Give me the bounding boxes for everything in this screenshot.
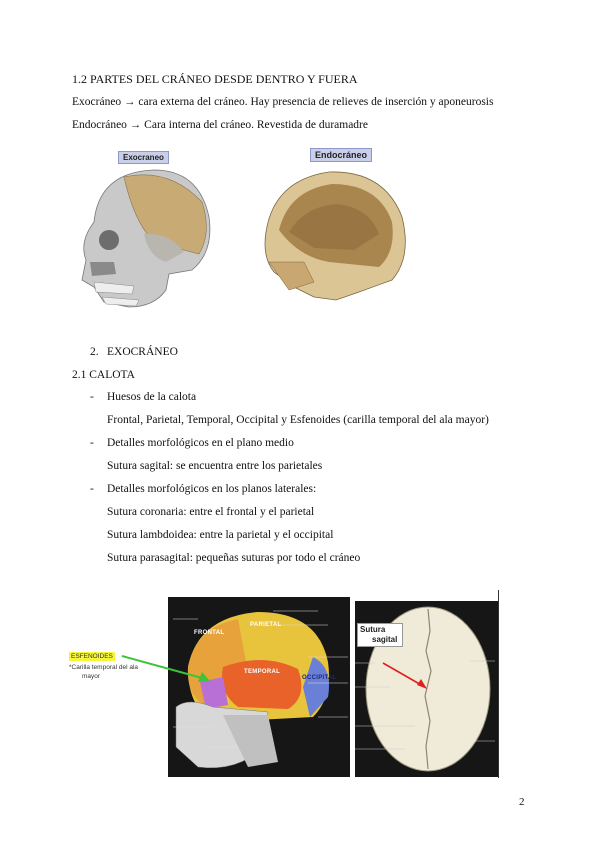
list-item-planos-laterales: Detalles morfológicos en los planos laterales: — [107, 483, 317, 495]
list-detail-sutura-lambdoidea: Sutura lambdoidea: entre la parietal y el occipital — [107, 529, 334, 541]
section-2-title: EXOCRÁNEO — [107, 346, 178, 358]
figure-border-line — [498, 590, 499, 778]
skull-figure-1 — [74, 148, 414, 313]
bullet-dash: - — [90, 437, 94, 449]
sutura-word: Sutura — [360, 625, 386, 634]
bullet-dash: - — [90, 483, 94, 495]
esfenoides-arrow-icon — [120, 650, 215, 690]
parietal-label: PARIETAL — [250, 622, 282, 628]
bullet-dash: - — [90, 391, 94, 403]
sagital-word: sagital — [372, 635, 398, 644]
esfenoides-label: ESFENOIDES — [71, 653, 113, 660]
list-item-plano-medio: Detalles morfológicos en el plano medio — [107, 437, 294, 449]
section-2-number: 2. — [90, 346, 99, 358]
list-detail-huesos: Frontal, Parietal, Temporal, Occipital y Esfenoides (carilla temporal del ala mayor) — [107, 414, 489, 426]
exocraneo-definition: Exocráneo → cara externa del cráneo. Hay presencia de relieves de inserción y aponeurosis — [72, 96, 494, 108]
esfenoides-note-line-1: *Carilla temporal del ala — [69, 664, 139, 671]
frontal-label: FRONTAL — [194, 630, 225, 636]
endocraneo-definition: Endocráneo → Cara interna del cráneo. Revestida de duramadre — [72, 119, 368, 131]
page-number: 2 — [519, 796, 525, 808]
skull-illustrations — [74, 162, 414, 312]
temporal-label: TEMPORAL — [244, 669, 281, 675]
endocraneo-label: Endocráneo — [310, 148, 372, 162]
endocraneo-skull-icon — [265, 172, 405, 300]
list-detail-sutura-parasagital: Sutura parasagital: pequeñas suturas por todo el cráneo — [107, 552, 361, 564]
occipital-label: OCCIPITAL — [302, 675, 337, 681]
esfenoides-note-line-2: mayor — [82, 673, 101, 680]
list-item-huesos: Huesos de la calota — [107, 391, 197, 403]
list-detail-sutura-sagital: Sutura sagital: se encuentra entre los parietales — [107, 460, 323, 472]
section-heading-2-1: 2.1 CALOTA — [72, 369, 135, 381]
section-heading-1-2: 1.2 PARTES DEL CRÁNEO DESDE DENTRO Y FUERA — [72, 72, 358, 86]
exocraneo-skull-icon — [82, 170, 210, 307]
list-detail-sutura-coronaria: Sutura coronaria: entre el frontal y el parietal — [107, 506, 315, 518]
superior-skull-figure — [355, 601, 498, 777]
exocraneo-label: Exocraneo — [118, 151, 169, 164]
sutura-sagital-callout — [357, 623, 403, 647]
